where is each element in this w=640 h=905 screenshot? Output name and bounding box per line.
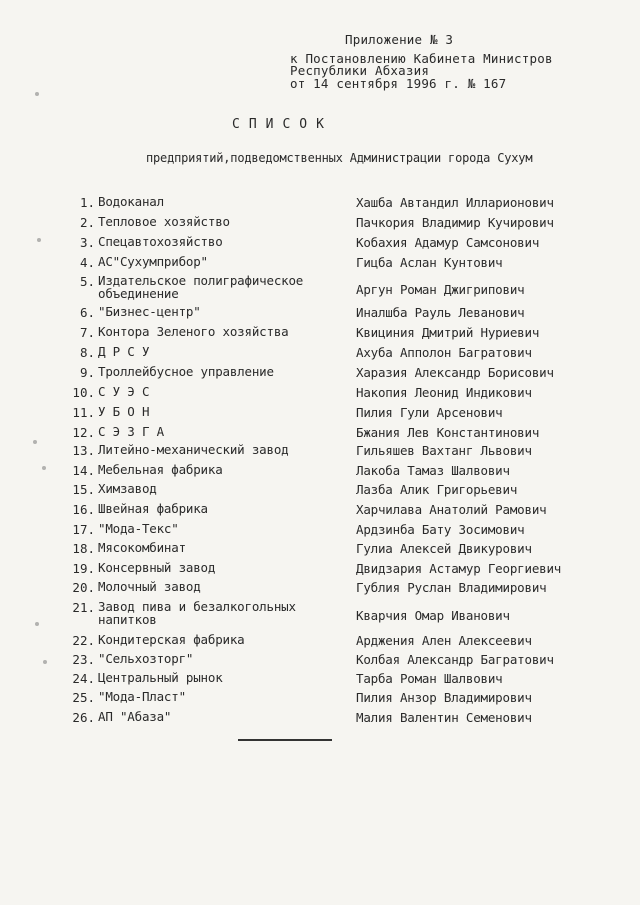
director-name: Колбая Александр Багратович bbox=[356, 652, 554, 667]
list-item bbox=[0, 580, 640, 600]
item-number: 13. bbox=[72, 443, 95, 458]
appendix-republic: Республики Абхазия bbox=[290, 63, 430, 78]
list-item bbox=[0, 215, 640, 235]
item-number: 26. bbox=[72, 710, 95, 725]
item-number: 4. bbox=[79, 255, 95, 270]
director-name: Накопия Леонид Индикович bbox=[356, 385, 532, 400]
enterprise-name: Спецавтохозяйство bbox=[98, 234, 223, 249]
item-number: 20. bbox=[72, 580, 95, 595]
enterprise-name: Троллейбусное управление bbox=[98, 364, 274, 379]
list-item bbox=[0, 671, 640, 691]
director-name: Гулиа Алексей Двикурович bbox=[356, 541, 532, 556]
director-name: Тарба Роман Шалвович bbox=[356, 671, 503, 686]
scan-speck bbox=[33, 440, 37, 444]
item-number: 24. bbox=[72, 671, 95, 686]
item-number: 23. bbox=[72, 652, 95, 667]
enterprise-name: Швейная фабрика bbox=[98, 501, 208, 516]
item-number: 15. bbox=[72, 482, 95, 497]
item-number: 25. bbox=[72, 690, 95, 705]
list-item bbox=[0, 710, 640, 730]
director-name: Квициния Дмитрий Нуриевич bbox=[356, 325, 540, 340]
item-number: 17. bbox=[72, 522, 95, 537]
director-name: Пилия Анзор Владимирович bbox=[356, 690, 532, 705]
director-name: Пачкория Владимир Кучирович bbox=[356, 215, 554, 230]
list-item bbox=[0, 365, 640, 385]
enterprise-name: Химзавод bbox=[98, 481, 157, 496]
item-number: 16. bbox=[72, 502, 95, 517]
scan-speck bbox=[43, 660, 47, 664]
document-subtitle: предприятий,подведомственных Администрации города Сухум bbox=[146, 151, 533, 165]
enterprise-name: Центральный рынок bbox=[98, 670, 223, 685]
list-item bbox=[0, 385, 640, 405]
enterprise-name: АС"Сухумприбор" bbox=[98, 254, 208, 269]
item-number: 8. bbox=[79, 345, 95, 360]
enterprise-name: Кондитерская фабрика bbox=[98, 632, 245, 647]
list-item bbox=[0, 522, 640, 542]
director-name: Харчилава Анатолий Рамович bbox=[356, 502, 547, 517]
appendix-number: Приложение № 3 bbox=[345, 32, 454, 47]
enterprise-name: "Мода-Пласт" bbox=[98, 689, 186, 704]
enterprise-name: Д Р С У bbox=[98, 344, 150, 359]
enterprise-name: "Бизнес-центр" bbox=[98, 304, 201, 319]
item-number: 10. bbox=[72, 385, 95, 400]
list-item bbox=[0, 652, 640, 672]
scan-speck bbox=[35, 92, 39, 96]
scan-speck bbox=[42, 466, 46, 470]
list-item bbox=[0, 443, 640, 463]
enterprise-name: Молочный завод bbox=[98, 579, 201, 594]
list-item bbox=[0, 273, 640, 302]
item-number: 5. bbox=[79, 274, 95, 289]
appendix-date: от 14 сентября 1996 г. № 167 bbox=[290, 76, 507, 91]
director-name: Бжания Лев Константинович bbox=[356, 425, 540, 440]
enterprise-name: Издательское полиграфическое объединение bbox=[98, 273, 304, 301]
list-item bbox=[0, 345, 640, 365]
item-number: 18. bbox=[72, 541, 95, 556]
enterprise-name: Завод пива и безалкогольных напитков bbox=[98, 599, 296, 627]
list-item bbox=[0, 561, 640, 581]
enterprise-name: У Б О Н bbox=[98, 404, 150, 419]
director-name: Лакоба Тамаз Шалвович bbox=[356, 463, 510, 478]
director-name: Кварчия Омар Иванович bbox=[356, 608, 510, 623]
list-item bbox=[0, 463, 640, 483]
director-name: Кобахия Адамур Самсонович bbox=[356, 235, 540, 250]
director-name: Гильяшев Вахтанг Львович bbox=[356, 443, 532, 458]
item-number: 6. bbox=[79, 305, 95, 320]
director-name: Иналшба Рауль Леванович bbox=[356, 305, 525, 320]
list-item bbox=[0, 633, 640, 653]
item-number: 2. bbox=[79, 215, 95, 230]
scan-speck bbox=[37, 238, 41, 242]
list-item bbox=[0, 405, 640, 425]
director-name: Гицба Аслан Кунтович bbox=[356, 255, 503, 270]
scan-speck bbox=[35, 622, 39, 626]
list-item bbox=[0, 305, 640, 325]
enterprise-name: Контора Зеленого хозяйства bbox=[98, 324, 289, 339]
closing-divider bbox=[238, 739, 332, 741]
item-number: 11. bbox=[72, 405, 95, 420]
director-name: Ахуба Апполон Багратович bbox=[356, 345, 532, 360]
director-name: Харазия Александр Борисович bbox=[356, 365, 554, 380]
director-name: Ардзинба Бату Зосимович bbox=[356, 522, 525, 537]
list-item bbox=[0, 541, 640, 561]
director-name: Аргун Роман Джигрипович bbox=[356, 282, 525, 297]
enterprise-name: С У Э С bbox=[98, 384, 150, 399]
enterprise-name: Водоканал bbox=[98, 194, 164, 209]
item-number: 9. bbox=[79, 365, 95, 380]
enterprise-name: Тепловое хозяйство bbox=[98, 214, 230, 229]
list-item bbox=[0, 690, 640, 710]
director-name: Хашба Автандил Илларионович bbox=[356, 195, 554, 210]
director-name: Лазба Алик Григорьевич bbox=[356, 482, 518, 497]
list-item bbox=[0, 425, 640, 445]
item-number: 12. bbox=[72, 425, 95, 440]
director-name: Пилия Гули Арсенович bbox=[356, 405, 503, 420]
item-number: 21. bbox=[72, 600, 95, 615]
enterprise-name: С Э З Г А bbox=[98, 424, 164, 439]
item-number: 7. bbox=[79, 325, 95, 340]
document-title: СПИСОК bbox=[232, 117, 333, 132]
enterprise-name: "Сельхозторг" bbox=[98, 651, 194, 666]
enterprise-name: Литейно-механический завод bbox=[98, 442, 289, 457]
list-item bbox=[0, 325, 640, 345]
appendix-reference: к Постановлению Кабинета Министров bbox=[290, 51, 553, 66]
item-number: 3. bbox=[79, 235, 95, 250]
enterprise-name: АП "Абаза" bbox=[98, 709, 172, 724]
list-item bbox=[0, 235, 640, 255]
item-number: 22. bbox=[72, 633, 95, 648]
list-item bbox=[0, 255, 640, 275]
director-name: Двидзария Астамур Георгиевич bbox=[356, 561, 562, 576]
item-number: 14. bbox=[72, 463, 95, 478]
enterprise-name: Мебельная фабрика bbox=[98, 462, 223, 477]
director-name: Арджения Ален Алексеевич bbox=[356, 633, 532, 648]
director-name: Малия Валентин Семенович bbox=[356, 710, 532, 725]
list-item bbox=[0, 599, 640, 628]
list-item bbox=[0, 482, 640, 502]
enterprise-name: Консервный завод bbox=[98, 560, 216, 575]
list-item bbox=[0, 502, 640, 522]
enterprise-name: "Мода-Текс" bbox=[98, 521, 179, 536]
list-item bbox=[0, 195, 640, 215]
item-number: 1. bbox=[79, 195, 95, 210]
director-name: Гублия Руслан Владимирович bbox=[356, 580, 547, 595]
item-number: 19. bbox=[72, 561, 95, 576]
enterprise-name: Мясокомбинат bbox=[98, 540, 186, 555]
